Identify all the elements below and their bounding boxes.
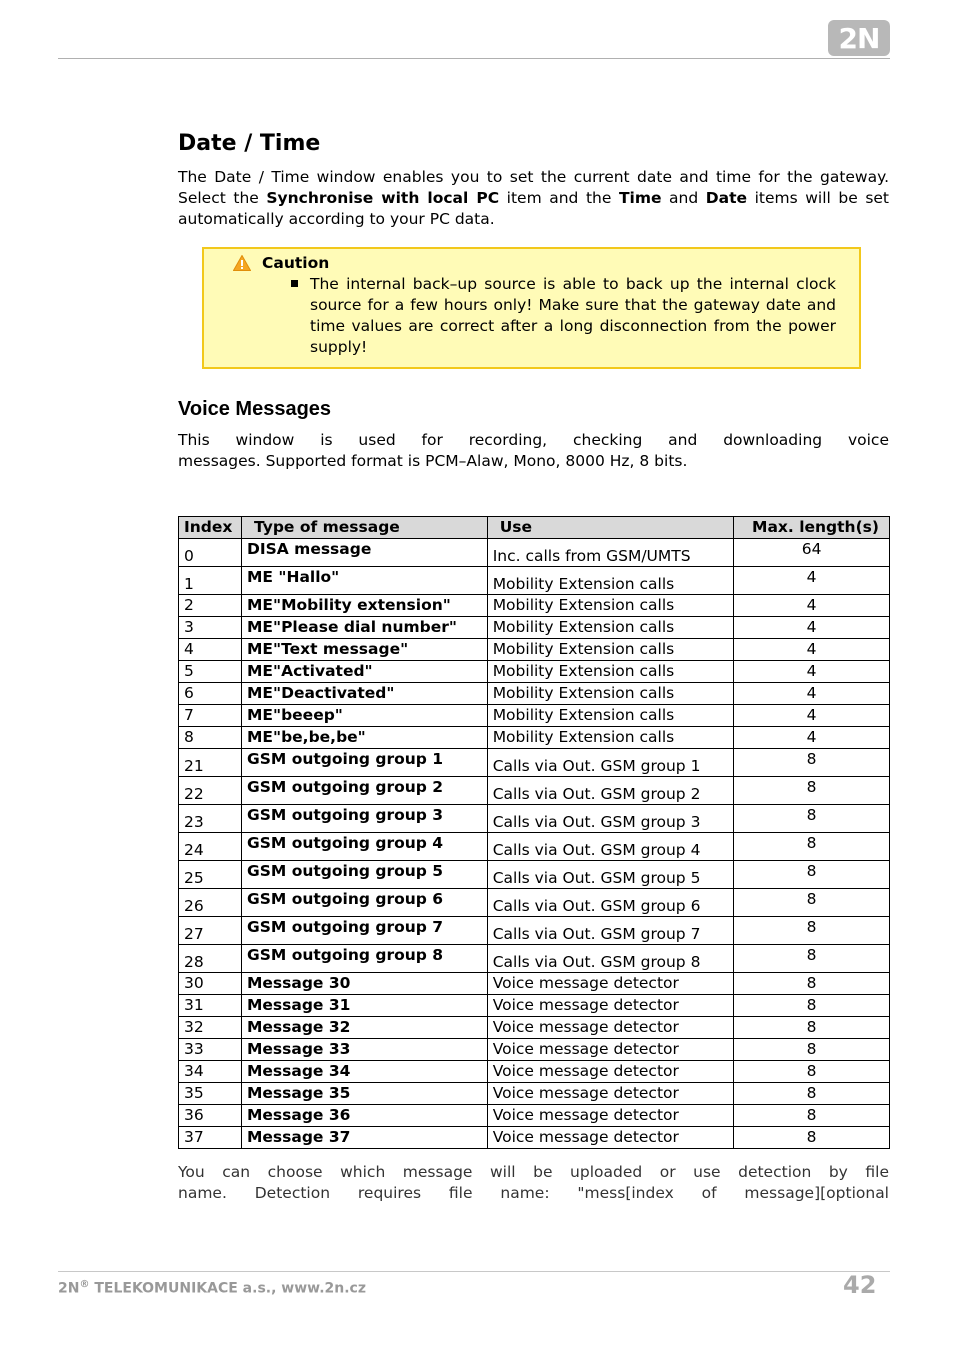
closing-paragraph bbox=[178, 1162, 889, 1204]
table-row bbox=[179, 1039, 890, 1061]
cell-use: Mobility Extension calls bbox=[487, 705, 733, 727]
cell-index: 33 bbox=[179, 1039, 242, 1061]
cell-max-length: 4 bbox=[734, 595, 890, 617]
table-row bbox=[179, 661, 890, 683]
cell-type: Message 30 bbox=[241, 973, 487, 995]
cell-index: 23 bbox=[179, 805, 242, 833]
cell-max-length: 8 bbox=[734, 945, 890, 973]
cell-max-length: 8 bbox=[734, 1061, 890, 1083]
cell-type: GSM outgoing group 3 bbox=[241, 805, 487, 833]
cell-type: GSM outgoing group 6 bbox=[241, 889, 487, 917]
cell-type: ME"Deactivated" bbox=[241, 683, 487, 705]
footer-text: TELEKOMUNIKACE a.s., www.2n.cz bbox=[89, 1280, 366, 1297]
word: will bbox=[490, 1163, 516, 1181]
cell-index: 22 bbox=[179, 777, 242, 805]
table-row bbox=[179, 1105, 890, 1127]
word: message][optional bbox=[744, 1184, 889, 1202]
voice-messages-paragraph bbox=[178, 430, 889, 472]
table-row bbox=[179, 1127, 890, 1149]
word: used bbox=[358, 431, 396, 449]
cell-type: GSM outgoing group 7 bbox=[241, 917, 487, 945]
bullet-icon bbox=[291, 280, 298, 287]
cell-index: 0 bbox=[179, 539, 242, 567]
table-row bbox=[179, 1083, 890, 1105]
paragraph-line bbox=[178, 1162, 889, 1183]
cell-type: Message 33 bbox=[241, 1039, 487, 1061]
cell-use: Calls via Out. GSM group 1 bbox=[487, 749, 733, 777]
cell-max-length: 4 bbox=[734, 639, 890, 661]
table-row bbox=[179, 889, 890, 917]
cell-type: ME"Text message" bbox=[241, 639, 487, 661]
table-header-row bbox=[179, 517, 890, 539]
footer-brand: 2N bbox=[58, 1280, 80, 1297]
bold-time: Time bbox=[618, 189, 662, 207]
word: choose bbox=[267, 1163, 323, 1181]
table-row bbox=[179, 1061, 890, 1083]
cell-index: 6 bbox=[179, 683, 242, 705]
table-row bbox=[179, 683, 890, 705]
word: uploaded bbox=[570, 1163, 643, 1181]
table-row bbox=[179, 749, 890, 777]
text-run: and bbox=[661, 189, 706, 207]
cell-use: Calls via Out. GSM group 4 bbox=[487, 833, 733, 861]
cell-max-length: 8 bbox=[734, 1105, 890, 1127]
word: name. bbox=[178, 1184, 227, 1202]
cell-type: Message 36 bbox=[241, 1105, 487, 1127]
cell-use: Voice message detector bbox=[487, 995, 733, 1017]
cell-use: Voice message detector bbox=[487, 1083, 733, 1105]
cell-use: Mobility Extension calls bbox=[487, 617, 733, 639]
cell-max-length: 8 bbox=[734, 1127, 890, 1149]
cell-type: ME "Hallo" bbox=[241, 567, 487, 595]
cell-index: 25 bbox=[179, 861, 242, 889]
cell-max-length: 8 bbox=[734, 805, 890, 833]
cell-use: Mobility Extension calls bbox=[487, 661, 733, 683]
cell-index: 32 bbox=[179, 1017, 242, 1039]
cell-type: GSM outgoing group 5 bbox=[241, 861, 487, 889]
cell-max-length: 4 bbox=[734, 705, 890, 727]
company-logo: 2N bbox=[828, 20, 890, 56]
cell-index: 4 bbox=[179, 639, 242, 661]
cell-use: Calls via Out. GSM group 7 bbox=[487, 917, 733, 945]
cell-use: Calls via Out. GSM group 3 bbox=[487, 805, 733, 833]
paragraph-line bbox=[178, 430, 889, 451]
cell-index: 3 bbox=[179, 617, 242, 639]
word: name: bbox=[500, 1184, 550, 1202]
cell-type: ME"Activated" bbox=[241, 661, 487, 683]
footer-divider bbox=[58, 1271, 890, 1272]
text-run: The Date / Time window enables you to set the current date and time for the gateway. Select the bbox=[178, 168, 889, 207]
cell-use: Voice message detector bbox=[487, 1017, 733, 1039]
table-row bbox=[179, 973, 890, 995]
word: You bbox=[178, 1163, 205, 1181]
word: is bbox=[320, 431, 333, 449]
cell-type: ME"Please dial number" bbox=[241, 617, 487, 639]
word: checking bbox=[572, 431, 643, 449]
warning-icon bbox=[233, 255, 251, 271]
cell-use: Voice message detector bbox=[487, 1105, 733, 1127]
column-header-type: Type of message bbox=[241, 517, 487, 539]
cell-use: Voice message detector bbox=[487, 1127, 733, 1149]
bold-date: Date bbox=[705, 189, 748, 207]
bold-synchronise: Synchronise with local PC bbox=[266, 189, 500, 207]
header-divider bbox=[58, 58, 890, 59]
text-run: items will be set automatically according to your PC data. bbox=[178, 189, 890, 228]
cell-type: DISA message bbox=[241, 539, 487, 567]
table-row bbox=[179, 639, 890, 661]
page-number: 42 bbox=[843, 1271, 877, 1299]
column-header-use: Use bbox=[487, 517, 733, 539]
cell-max-length: 64 bbox=[734, 539, 890, 567]
cell-max-length: 8 bbox=[734, 1017, 890, 1039]
cell-use: Inc. calls from GSM/UMTS bbox=[487, 539, 733, 567]
cell-max-length: 8 bbox=[734, 1039, 890, 1061]
date-time-paragraph bbox=[178, 167, 889, 230]
cell-type: ME"be,be,be" bbox=[241, 727, 487, 749]
cell-use: Mobility Extension calls bbox=[487, 683, 733, 705]
cell-use: Calls via Out. GSM group 6 bbox=[487, 889, 733, 917]
section-title-date-time: Date / Time bbox=[178, 131, 321, 156]
registered-mark: ® bbox=[79, 1279, 90, 1290]
word: by bbox=[828, 1163, 848, 1181]
table-row bbox=[179, 595, 890, 617]
cell-index: 37 bbox=[179, 1127, 242, 1149]
cell-index: 7 bbox=[179, 705, 242, 727]
word: be bbox=[533, 1163, 553, 1181]
section-title-voice-messages: Voice Messages bbox=[178, 398, 332, 420]
table-row bbox=[179, 945, 890, 973]
cell-use: Mobility Extension calls bbox=[487, 727, 733, 749]
cell-index: 30 bbox=[179, 973, 242, 995]
cell-index: 24 bbox=[179, 833, 242, 861]
table-row bbox=[179, 777, 890, 805]
cell-type: Message 31 bbox=[241, 995, 487, 1017]
cell-index: 21 bbox=[179, 749, 242, 777]
cell-type: ME"beeep" bbox=[241, 705, 487, 727]
table-row bbox=[179, 805, 890, 833]
table-row bbox=[179, 539, 890, 567]
word: message bbox=[402, 1163, 473, 1181]
cell-type: GSM outgoing group 2 bbox=[241, 777, 487, 805]
word: can bbox=[222, 1163, 251, 1181]
cell-max-length: 4 bbox=[734, 727, 890, 749]
cell-index: 5 bbox=[179, 661, 242, 683]
word: file bbox=[448, 1184, 473, 1202]
cell-use: Mobility Extension calls bbox=[487, 595, 733, 617]
table-row bbox=[179, 861, 890, 889]
cell-use: Voice message detector bbox=[487, 1061, 733, 1083]
cell-index: 35 bbox=[179, 1083, 242, 1105]
cell-type: ME"Mobility extension" bbox=[241, 595, 487, 617]
caution-title: Caution bbox=[262, 254, 330, 272]
cell-max-length: 8 bbox=[734, 973, 890, 995]
word: voice bbox=[847, 431, 889, 449]
cell-max-length: 4 bbox=[734, 683, 890, 705]
cell-max-length: 8 bbox=[734, 749, 890, 777]
word: recording, bbox=[468, 431, 548, 449]
word: which bbox=[340, 1163, 386, 1181]
cell-use: Calls via Out. GSM group 5 bbox=[487, 861, 733, 889]
table-row bbox=[179, 1017, 890, 1039]
table-row bbox=[179, 617, 890, 639]
cell-max-length: 8 bbox=[734, 1083, 890, 1105]
cell-index: 1 bbox=[179, 567, 242, 595]
word: downloading bbox=[723, 431, 823, 449]
word: "mess[index bbox=[577, 1184, 674, 1202]
word: and bbox=[668, 431, 698, 449]
cell-type: GSM outgoing group 8 bbox=[241, 945, 487, 973]
cell-use: Voice message detector bbox=[487, 1039, 733, 1061]
table-row bbox=[179, 705, 890, 727]
cell-max-length: 8 bbox=[734, 861, 890, 889]
cell-index: 8 bbox=[179, 727, 242, 749]
cell-max-length: 8 bbox=[734, 777, 890, 805]
voice-messages-table bbox=[178, 516, 890, 1149]
cell-max-length: 4 bbox=[734, 617, 890, 639]
cell-max-length: 8 bbox=[734, 917, 890, 945]
cell-max-length: 8 bbox=[734, 995, 890, 1017]
word: Detection bbox=[254, 1184, 331, 1202]
cell-index: 34 bbox=[179, 1061, 242, 1083]
word: This bbox=[178, 431, 210, 449]
caution-text: The internal back–up source is able to back up the internal clock source for a few hours only! Make sure that the gateway date and time values are correct after a long disconnection from the power supply! bbox=[310, 275, 836, 356]
cell-type: Message 32 bbox=[241, 1017, 487, 1039]
cell-type: GSM outgoing group 4 bbox=[241, 833, 487, 861]
cell-index: 27 bbox=[179, 917, 242, 945]
word: window bbox=[235, 431, 295, 449]
text-run: item and the bbox=[499, 189, 619, 207]
paragraph-line: messages. Supported format is PCM–Alaw, Mono, 8000 Hz, 8 bits. bbox=[178, 452, 688, 470]
table-body bbox=[179, 539, 890, 1149]
table-row bbox=[179, 727, 890, 749]
column-header-index: Index bbox=[179, 517, 242, 539]
paragraph-line bbox=[178, 1183, 889, 1204]
cell-index: 36 bbox=[179, 1105, 242, 1127]
word: for bbox=[421, 431, 443, 449]
cell-index: 28 bbox=[179, 945, 242, 973]
cell-index: 31 bbox=[179, 995, 242, 1017]
cell-type: Message 37 bbox=[241, 1127, 487, 1149]
cell-use: Calls via Out. GSM group 8 bbox=[487, 945, 733, 973]
cell-use: Mobility Extension calls bbox=[487, 567, 733, 595]
word: of bbox=[701, 1184, 717, 1202]
cell-max-length: 8 bbox=[734, 833, 890, 861]
table-row bbox=[179, 995, 890, 1017]
footer-company bbox=[58, 1279, 366, 1297]
table-row bbox=[179, 917, 890, 945]
word: file bbox=[865, 1163, 889, 1181]
cell-index: 26 bbox=[179, 889, 242, 917]
caution-box bbox=[202, 247, 861, 369]
table-row bbox=[179, 833, 890, 861]
cell-type: Message 35 bbox=[241, 1083, 487, 1105]
cell-max-length: 8 bbox=[734, 889, 890, 917]
cell-use: Mobility Extension calls bbox=[487, 639, 733, 661]
table-row bbox=[179, 567, 890, 595]
cell-max-length: 4 bbox=[734, 567, 890, 595]
cell-use: Voice message detector bbox=[487, 973, 733, 995]
word: or bbox=[659, 1163, 676, 1181]
cell-type: Message 34 bbox=[241, 1061, 487, 1083]
cell-use: Calls via Out. GSM group 2 bbox=[487, 777, 733, 805]
word: use bbox=[693, 1163, 721, 1181]
cell-max-length: 4 bbox=[734, 661, 890, 683]
cell-index: 2 bbox=[179, 595, 242, 617]
cell-type: GSM outgoing group 1 bbox=[241, 749, 487, 777]
word: detection bbox=[738, 1163, 812, 1181]
word: requires bbox=[357, 1184, 422, 1202]
column-header-max-length: Max. length(s) bbox=[734, 517, 890, 539]
